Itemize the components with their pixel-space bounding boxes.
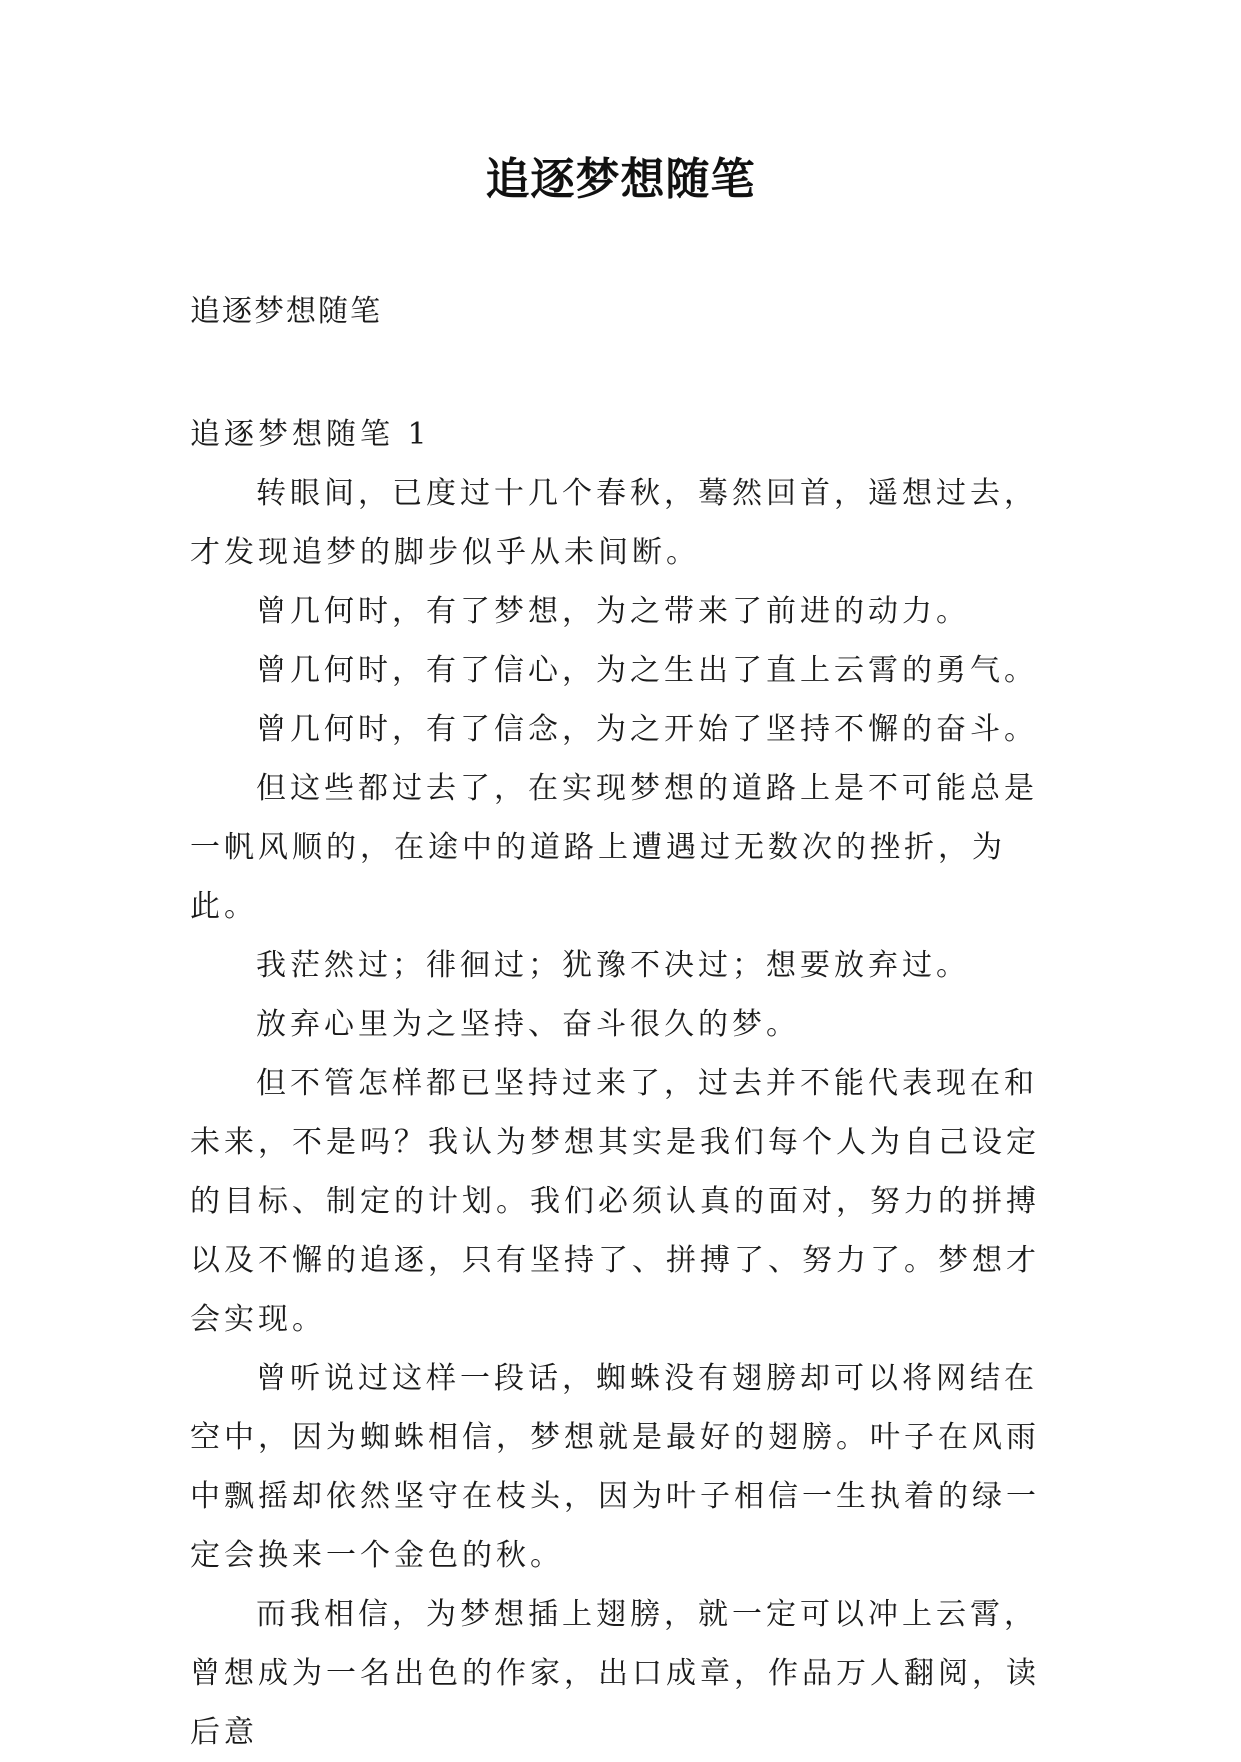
paragraph: 但不管怎样都已坚持过来了，过去并不能代表现在和未来，不是吗？我认为梦想其实是我们每个人为自己设定的目标、制定的计划。我们必须认真的面对，努力的拼搏以及不懈的追逐，只有坚持了、拼搏了、努力了。梦想才会实现。 (190, 1066, 1040, 1337)
document-title: 追逐梦想随笔 (485, 154, 756, 205)
paragraph: 曾几何时，有了信心，为之生出了直上云霄的勇气。 (256, 653, 1038, 688)
paragraph: 曾几何时，有了梦想，为之带来了前进的动力。 (256, 594, 970, 629)
section-heading: 追逐梦想随笔 1 (190, 417, 431, 452)
paragraph: 放弃心里为之坚持、奋斗很久的梦。 (256, 1007, 800, 1042)
paragraph: 但这些都过去了，在实现梦想的道路上是不可能总是一帆风顺的，在途中的道路上遭遇过无数次的挫折，为此。 (190, 771, 1038, 924)
document-subtitle: 追逐梦想随笔 (190, 294, 382, 329)
paragraph: 而我相信，为梦想插上翅膀，就一定可以冲上云霄，曾想成为一名出色的作家，出口成章，作品万人翻阅，读后意 (190, 1597, 1040, 1750)
paragraph: 转眼间，已度过十几个春秋，蓦然回首，遥想过去，才发现追梦的脚步似乎从未间断。 (190, 476, 1038, 570)
paragraph: 曾听说过这样一段话，蜘蛛没有翅膀却可以将网结在空中，因为蜘蛛相信，梦想就是最好的翅膀。叶子在风雨中飘摇却依然坚守在枝头，因为叶子相信一生执着的绿一定会换来一个金色的秋。 (190, 1361, 1040, 1573)
document-body (190, 405, 1050, 1762)
paragraph: 我茫然过；徘徊过；犹豫不决过；想要放弃过。 (256, 948, 970, 983)
paragraph: 曾几何时，有了信念，为之开始了坚持不懈的奋斗。 (256, 712, 1038, 747)
